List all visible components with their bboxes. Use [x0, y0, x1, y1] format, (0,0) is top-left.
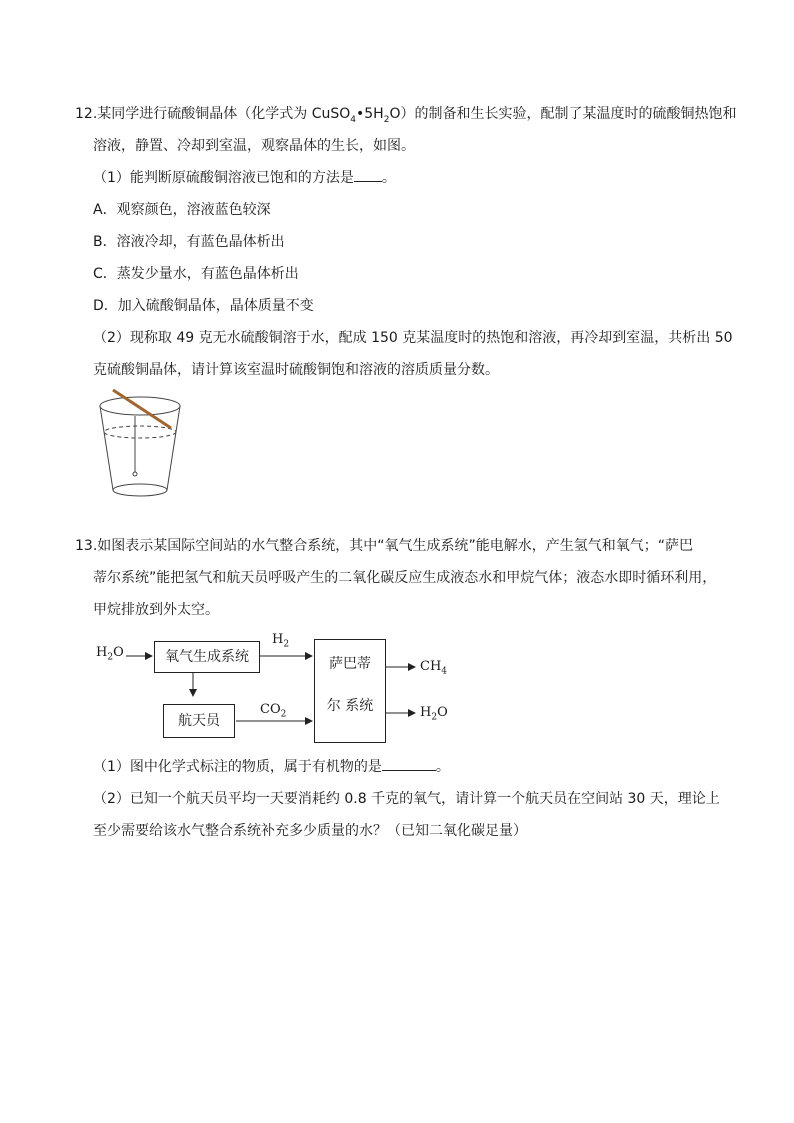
q12-option-d: D．加入硫酸铜晶体，晶体质量不变	[93, 298, 314, 314]
water-gas-system-diagram	[90, 630, 460, 745]
question-13	[75, 530, 725, 626]
sabatier-system-box	[314, 639, 386, 743]
q12-stem-line2: 溶液，静置、冷却到室温，观察晶体的生长，如图。	[93, 138, 415, 154]
q12-part2-line2: 克硫酸铜晶体，请计算该室温时硫酸铜饱和溶液的溶质质量分数。	[93, 362, 499, 378]
sabatier-label-line1: 萨巴蒂	[329, 656, 371, 672]
answer-blank[interactable]	[382, 756, 436, 771]
q13-stem-line2: 蒂尔系统”能把氢气和航天员呼吸产生的二氧化碳反应生成液态水和甲烷气体；液态水即时循环利用，	[93, 570, 717, 586]
q13-stem-line1: 13.如图表示某国际空间站的水气整合系统，其中“氧气生成系统”能电解水，产生氢气和氧气；“萨巴	[75, 538, 694, 554]
oxygen-generation-system-box: 氧气生成系统	[154, 641, 260, 673]
q13-part2-line2: 至少需要给该水气整合系统补充多少质量的水？（已知二氧化碳足量）	[93, 823, 527, 839]
q12-option-c: C．蒸发少量水，有蓝色晶体析出	[93, 266, 299, 282]
question-12	[75, 98, 737, 386]
output-ch4-label: $CH_4$	[420, 659, 448, 677]
astronaut-box: 航天员	[163, 704, 235, 738]
q12-part1: （1）能判断原硫酸铜溶液已饱和的方法是 。	[75, 162, 725, 194]
h2-label: $H_2$	[272, 632, 290, 650]
co2-label: $CO_2$	[260, 702, 287, 720]
beaker-figure	[95, 388, 185, 500]
sabatier-label-line2: 尔 系统	[326, 698, 374, 714]
q12-stem-line1: 12.某同学进行硫酸铜晶体（化学式为 $CuSO_4•5H_2O$）的制备和生长实验，配制了某温度时的硫酸铜热饱和	[75, 106, 737, 125]
q12-option-a: A．观察颜色，溶液蓝色较深	[93, 202, 271, 218]
q13-part1: （1）图中化学式标注的物质，属于有机物的是 。	[75, 751, 725, 783]
output-h2o-label: $H_2O$	[420, 705, 448, 723]
question-13-parts	[75, 751, 725, 847]
q12-option-b: B．溶液冷却，有蓝色晶体析出	[93, 234, 285, 250]
q13-stem-line3: 甲烷排放到外太空。	[93, 602, 219, 618]
q12-part2-line1: （2）现称取 49 克无水硫酸铜溶于水，配成 150 克某温度时的热饱和溶液，再冷却到室温，共析出 50	[93, 330, 733, 346]
answer-blank[interactable]	[354, 167, 382, 182]
input-h2o-label: $H_2O$	[96, 645, 124, 663]
q13-part2-line1: （2）已知一个航天员平均一天要消耗约 0.8 千克的氧气，请计算一个航天员在空间站 30 天，理论上	[93, 791, 720, 807]
